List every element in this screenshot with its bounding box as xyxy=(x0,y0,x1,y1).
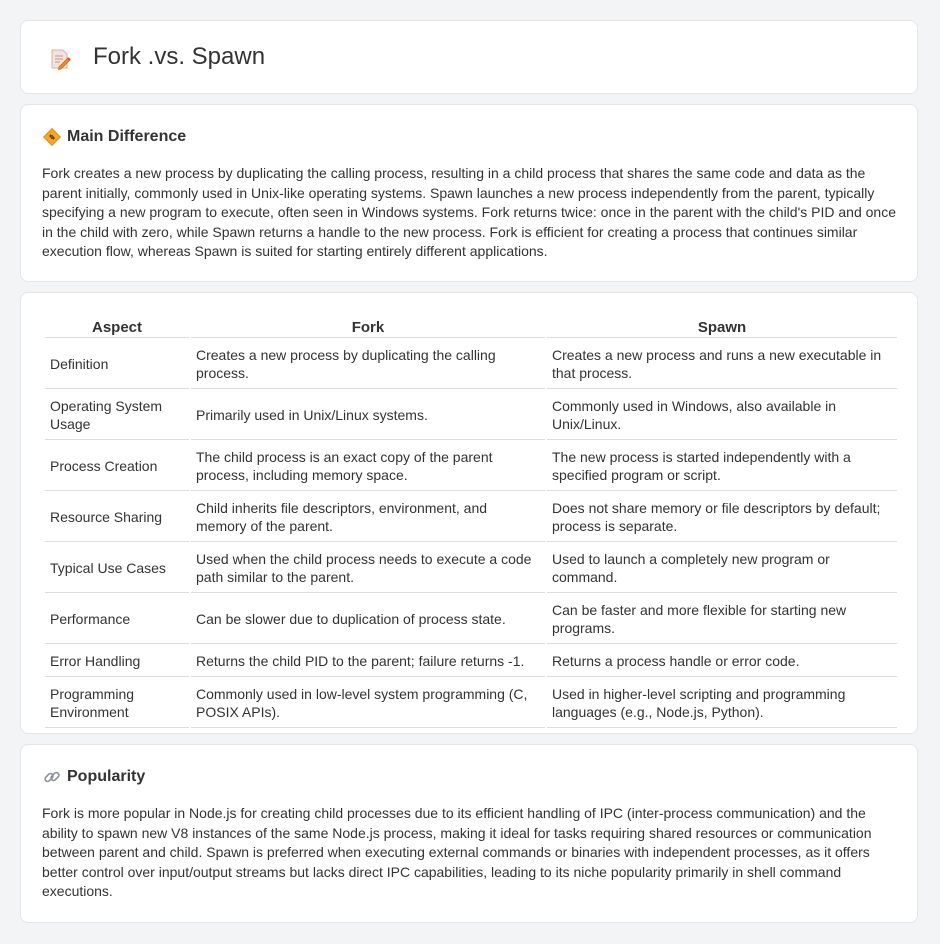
row-aspect: Programming Environment xyxy=(45,679,189,728)
row-spawn: Does not share memory or file descriptors by default; process is separate. xyxy=(547,493,897,542)
main-difference-title: Main Difference xyxy=(67,128,187,145)
link-icon xyxy=(43,768,61,786)
row-aspect: Performance xyxy=(45,595,189,644)
popularity-title: Popularity xyxy=(67,768,146,785)
table-row xyxy=(45,679,897,728)
row-aspect: Resource Sharing xyxy=(45,493,189,542)
main-difference-card xyxy=(20,104,918,282)
row-spawn: The new process is started independently with a specified program or script. xyxy=(547,442,897,491)
table-row xyxy=(45,442,897,491)
popularity-card xyxy=(20,744,918,923)
table-header-row xyxy=(45,317,897,338)
row-aspect: Operating System Usage xyxy=(45,391,189,440)
row-spawn: Commonly used in Windows, also available in Unix/Linux. xyxy=(547,391,897,440)
row-spawn: Can be faster and more flexible for starting new programs. xyxy=(547,595,897,644)
table-row xyxy=(45,493,897,542)
table-row xyxy=(45,544,897,593)
row-spawn: Used to launch a completely new program or command. xyxy=(547,544,897,593)
header-card xyxy=(20,20,918,94)
table-row xyxy=(45,646,897,677)
row-spawn: Creates a new process and runs a new executable in that process. xyxy=(547,340,897,389)
diamond-arrows-icon xyxy=(43,128,61,146)
row-fork: Child inherits file descriptors, environment, and memory of the parent. xyxy=(191,493,545,542)
table-row xyxy=(45,340,897,389)
comparison-card xyxy=(20,292,918,734)
row-aspect: Typical Use Cases xyxy=(45,544,189,593)
row-fork: Creates a new process by duplicating the calling process. xyxy=(191,340,545,389)
popularity-header xyxy=(43,767,145,787)
document-pen-icon xyxy=(49,47,71,71)
row-fork: The child process is an exact copy of the parent process, including memory space. xyxy=(191,442,545,491)
row-aspect: Definition xyxy=(45,340,189,389)
column-header-fork: Fork xyxy=(191,317,545,338)
row-fork: Used when the child process needs to execute a code path similar to the parent. xyxy=(191,544,545,593)
row-spawn: Used in higher-level scripting and programming languages (e.g., Node.js, Python). xyxy=(547,679,897,728)
table-row xyxy=(45,595,897,644)
row-aspect: Error Handling xyxy=(45,646,189,677)
row-fork: Can be slower due to duplication of process state. xyxy=(191,595,545,644)
main-difference-header xyxy=(43,127,186,147)
page-title: Fork .vs. Spawn xyxy=(93,43,266,70)
popularity-text: Fork is more popular in Node.js for creating child processes due to its efficient handling of IPC (inter-process communication) and the ability to spawn new V8 instances of the same Node.js process, making it ideal for tasks requiring shared resources or communication between parent and child. Spawn is preferred when executing external commands or binaries with independent processes, as it offers better control over input/output streams but lacks direct IPC capabilities, leading to its niche popularity primarily in shell command executions. xyxy=(42,805,872,900)
row-fork: Primarily used in Unix/Linux systems. xyxy=(191,391,545,440)
column-header-spawn: Spawn xyxy=(547,317,897,338)
column-header-aspect: Aspect xyxy=(45,317,189,338)
row-fork: Commonly used in low-level system programming (C, POSIX APIs). xyxy=(191,679,545,728)
row-spawn: Returns a process handle or error code. xyxy=(547,646,897,677)
row-aspect: Process Creation xyxy=(45,442,189,491)
row-fork: Returns the child PID to the parent; failure returns -1. xyxy=(191,646,545,677)
main-difference-text: Fork creates a new process by duplicating the calling process, resulting in a child process that shares the same code and data as the parent initially, commonly used in Unix-like operating systems. Spawn launches a new process independently from the parent, typically specifying a new program to execute, often seen in Windows systems. Fork returns twice: once in the parent with the child's PID and once in the child with zero, while Spawn returns a handle to the new process. Fork is efficient for creating a process that continues similar execution flow, whereas Spawn is suited for starting entirely different applications. xyxy=(42,165,896,260)
comparison-table xyxy=(43,315,899,730)
table-row xyxy=(45,391,897,440)
